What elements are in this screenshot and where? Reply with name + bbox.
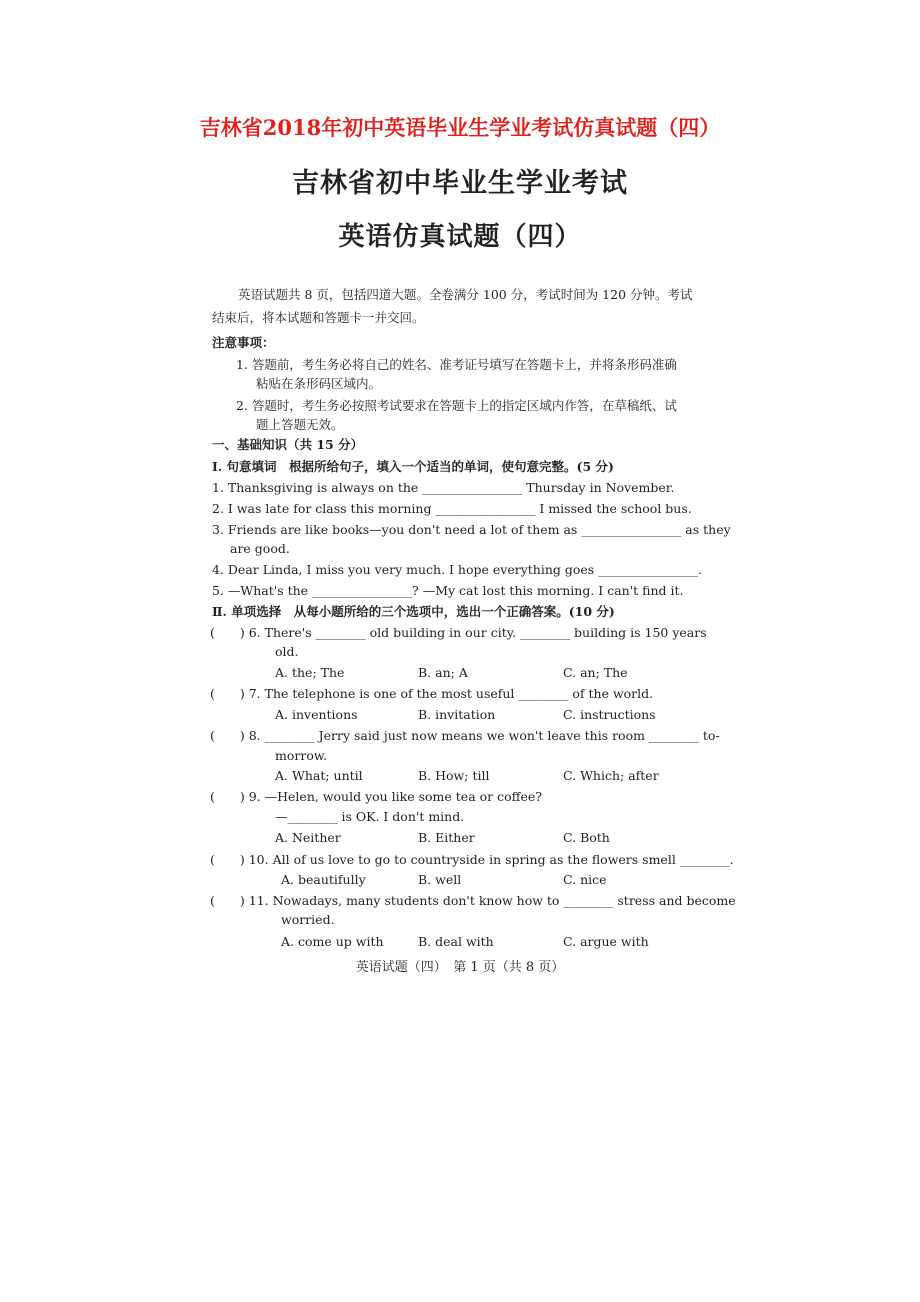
notice-item-cont: 粘贴在条形码区域内。 [256,376,382,391]
mc-question-cont: worried. [281,912,335,927]
option-b: B. invitation [418,707,496,722]
notice-title: 注意事项： [212,335,275,350]
option-c: C. an; The [563,665,628,680]
section-heading: Ⅰ. 句意填词 根据所给句子，填入一个适当的单词，使句意完整。(5 分) [212,459,614,474]
mc-question: ( ) 6. There's ________ old building in our city. ________ building is 150 years [210,625,707,640]
mc-question-cont: old. [275,644,299,659]
page-footer: 英语试题（四） 第 1 页（共 8 页） [355,960,565,975]
option-c: C. instructions [563,707,656,722]
fill-question-cont: are good. [230,541,290,556]
option-b: B. deal with [418,934,494,949]
option-b: B. an; A [418,665,468,680]
mc-question: ( ) 10. All of us love to go to countryside in spring as the flowers smell ________. [210,852,734,867]
option-a: A. the; The [275,665,345,680]
fill-question: 2. I was late for class this morning ________________ I missed the school bus. [212,501,692,516]
option-c: C. Which; after [563,768,659,783]
mc-question-cont: —________ is OK. I don't mind. [275,809,465,824]
intro-line: 结束后，将本试题和答题卡一并交回。 [212,310,425,325]
option-c: C. argue with [563,934,649,949]
option-a: A. What; until [275,768,363,783]
mc-question: ( ) 7. The telephone is one of the most useful ________ of the world. [210,686,654,701]
exam-subheading: 英语仿真试题（四） [338,222,582,252]
option-b: B. How; till [418,768,490,783]
fill-question: 1. Thanksgiving is always on the ________________ Thursday in November. [212,480,675,495]
mc-question: ( ) 11. Nowadays, many students don't know how to ________ stress and become [210,893,736,908]
mc-question: ( ) 8. ________ Jerry said just now means we won't leave this room ________ to- [210,728,720,743]
option-c: C. Both [563,830,610,845]
option-c: C. nice [563,872,607,887]
notice-item-cont: 题上答题无效。 [256,417,344,432]
option-a: A. Neither [275,830,341,845]
option-a: A. inventions [275,707,358,722]
option-a: A. beautifully [281,872,366,887]
option-b: B. Either [418,830,475,845]
fill-question: 4. Dear Linda, I miss you very much. I hope everything goes ________________. [212,562,703,577]
intro-line: 英语试题共 8 页，包括四道大题。全卷满分 100 分，考试时间为 120 分钟。考试 [238,287,693,302]
notice-item: 1. 答题前，考生务必将自己的姓名、准考证号填写在答题卡上，并将条形码准确 [236,357,677,372]
section-heading: Ⅱ. 单项选择 从每小题所给的三个选项中，选出一个正确答案。(10 分) [212,604,615,619]
fill-question: 3. Friends are like books—you don't need a lot of them as ________________ as they [212,522,731,537]
document-title: 吉林省2018年初中英语毕业生学业考试仿真试题（四） [199,115,721,140]
notice-item: 2. 答题时，考生务必按照考试要求在答题卡上的指定区域内作答，在草稿纸、试 [236,398,677,413]
mc-question: ( ) 9. —Helen, would you like some tea or coffee? [210,789,543,804]
exam-heading: 吉林省初中毕业生学业考试 [292,168,628,199]
fill-question: 5. —What's the ________________? —My cat lost this morning. I can't find it. [212,583,684,598]
mc-question-cont: morrow. [275,748,328,763]
option-b: B. well [418,872,462,887]
option-a: A. come up with [281,934,384,949]
part-heading: 一、基础知识（共 15 分） [212,437,364,452]
